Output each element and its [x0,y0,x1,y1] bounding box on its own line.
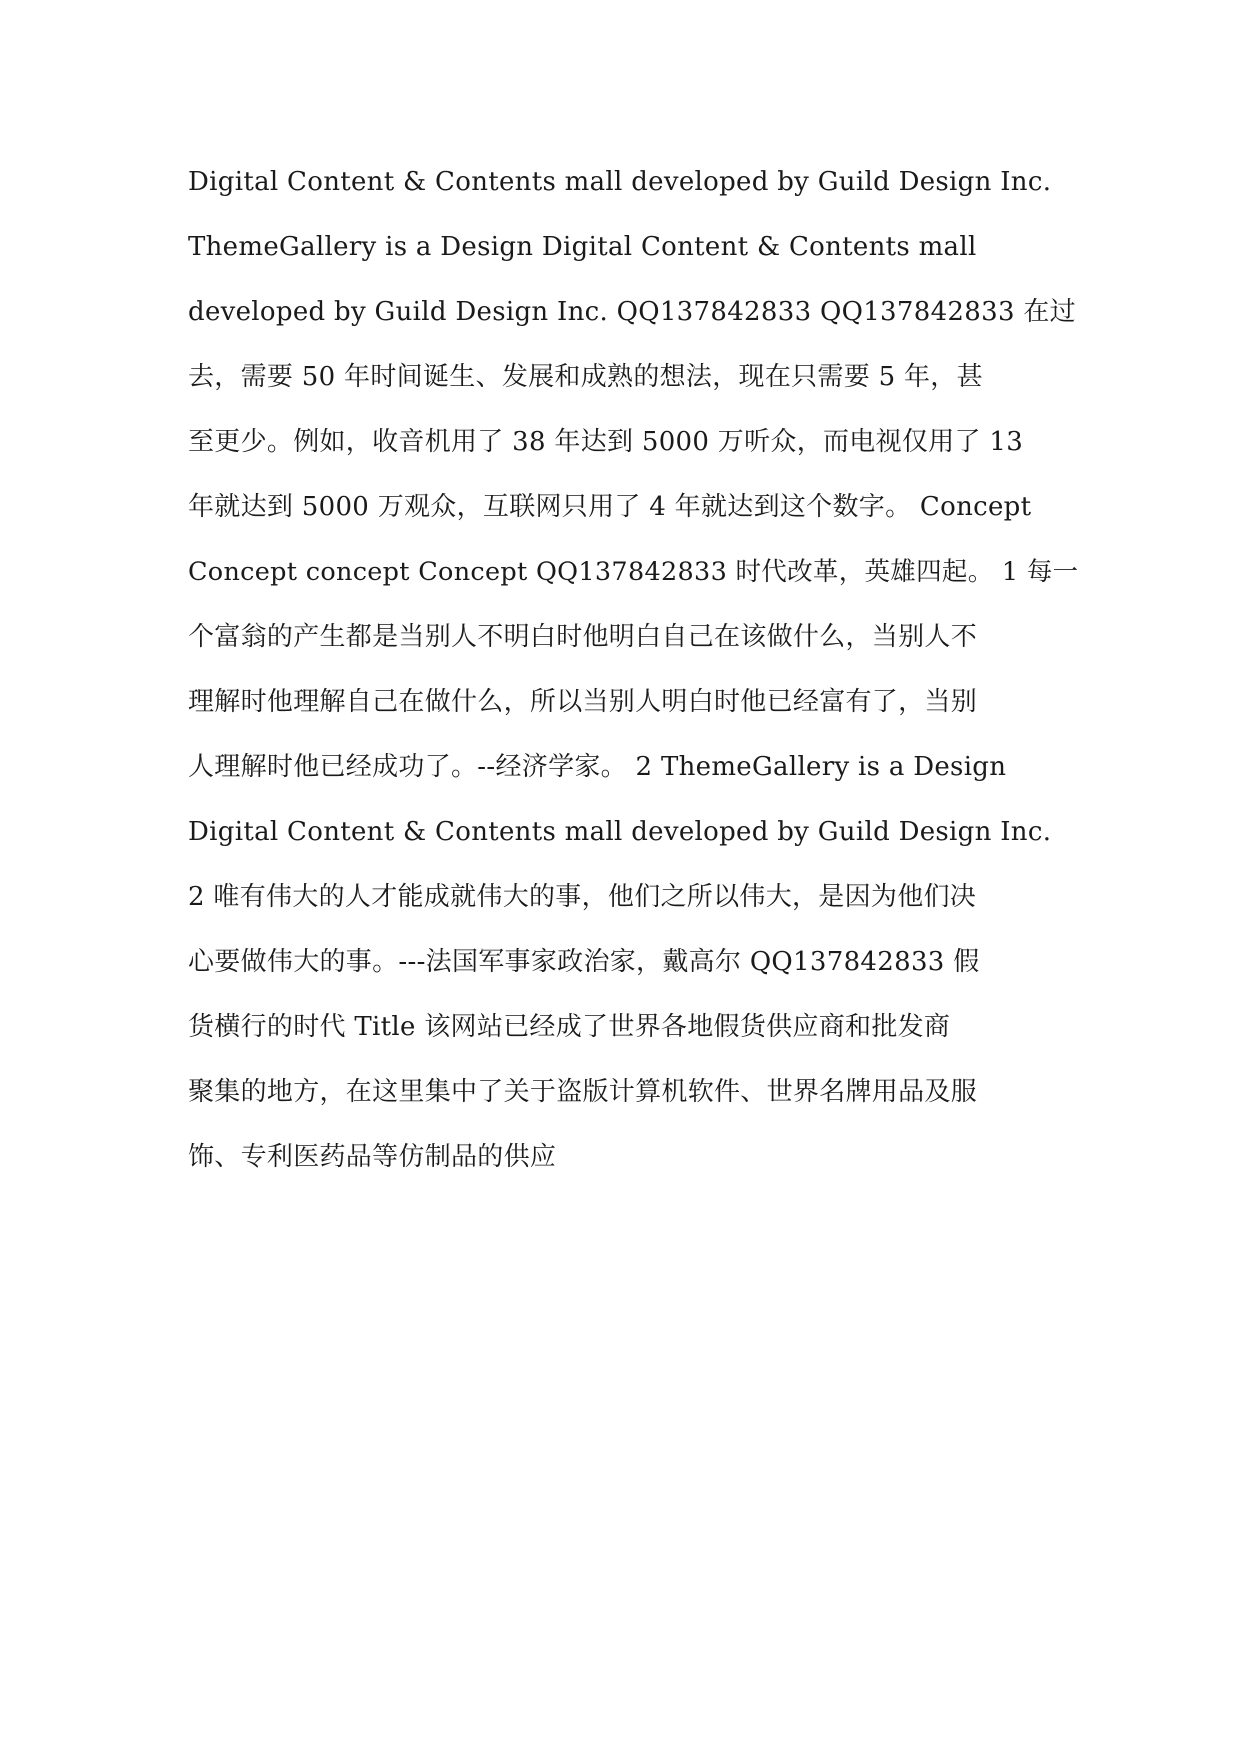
text-line: 聚集的地方，在这里集中了关于盗版计算机软件、世界名牌用品及服 [188,1077,978,1107]
text-line: Digital Content & Contents mall developed by Guild Design Inc. [188,817,1052,847]
text-line: developed by Guild Design Inc. QQ137842833 QQ137842833 在过 [188,297,1076,327]
text-line: 去，需要 50 年时间诞生、发展和成熟的想法，现在只需要 5 年，甚 [188,362,983,392]
text-line: Digital Content & Contents mall developed by Guild Design Inc. [188,167,1052,197]
text-line: 理解时他理解自己在做什么，所以当别人明白时他已经富有了，当别 [188,687,978,717]
text-line: 至更少。例如，收音机用了 38 年达到 5000 万听众，而电视仅用了 13 [188,427,1024,457]
text-line: 年就达到 5000 万观众，互联网只用了 4 年就达到这个数字。 Concept [188,492,1032,522]
text-line: 饰、专利医药品等仿制品的供应 [188,1142,557,1172]
text-line: 2 唯有伟大的人才能成就伟大的事，他们之所以伟大，是因为他们决 [188,882,977,912]
text-line: 心要做伟大的事。---法国军事家政治家，戴高尔 QQ137842833 假 [188,947,980,977]
text-line: ThemeGallery is a Design Digital Content & Contents mall [188,232,977,262]
text-line: 个富翁的产生都是当别人不明白时他明白自己在该做什么，当别人不 [188,622,978,652]
text-line: 货横行的时代 Title 该网站已经成了世界各地假货供应商和批发商 [188,1012,951,1042]
text-line: 人理解时他已经成功了。--经济学家。 2 ThemeGallery is a Design [188,752,1007,782]
body-text [188,155,1088,1195]
text-line: Concept concept Concept QQ137842833 时代改革，英雄四起。 1 每一 [188,557,1079,587]
